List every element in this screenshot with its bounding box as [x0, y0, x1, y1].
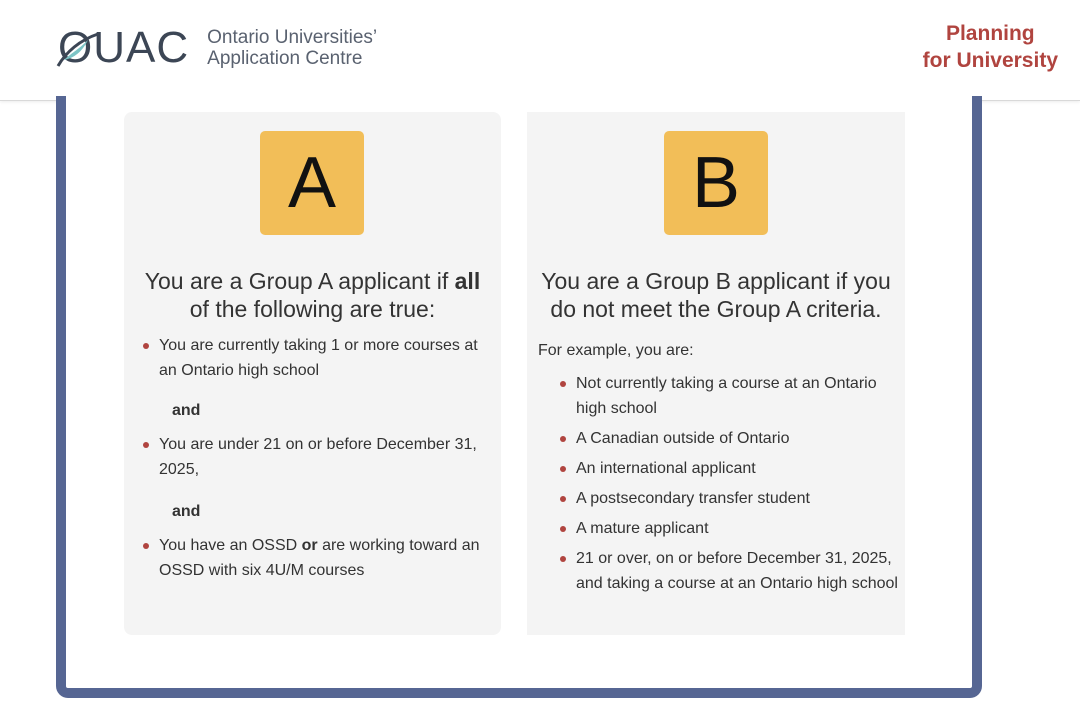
conjunction-and: and: [172, 503, 201, 520]
bullet-icon: [143, 343, 149, 349]
bullet-icon: [143, 543, 149, 549]
group-b-card: [527, 112, 905, 635]
group-b-badge: B: [664, 131, 768, 235]
list-item: A mature applicant: [576, 516, 898, 541]
group-a-criteria-list: [159, 333, 494, 383]
bullet-icon: [560, 496, 566, 502]
conjunction-and: and: [172, 402, 201, 419]
site-header: [0, 0, 1080, 101]
group-b-examples-list: [576, 371, 898, 596]
list-item: 21 or over, on or before December 31, 2025, and taking a course at an Ontario high school: [576, 546, 898, 596]
group-a-criteria-list-2: [159, 432, 494, 482]
bullet-icon: [560, 526, 566, 532]
list-item: You are currently taking 1 or more courses at an Ontario high school: [159, 333, 494, 383]
group-a-title-emphasis: all: [454, 268, 481, 294]
list-item: A Canadian outside of Ontario: [576, 426, 898, 451]
group-a-card: [124, 112, 501, 635]
nav-line-1: Planning: [945, 22, 1035, 45]
list-item: You have an OSSD or are working toward an OSSD with six 4U/M courses: [159, 533, 494, 583]
logo-wordmark: O UAC: [58, 24, 189, 72]
logo-line-1: Ontario Universities’: [207, 27, 378, 48]
group-a-title: You are a Group A applicant if all of the following are true:: [144, 268, 481, 322]
list-item: A postsecondary transfer student: [576, 486, 898, 511]
group-a-criteria-list-3: [159, 533, 494, 583]
list-item: You are under 21 on or before December 31, 2025,: [159, 432, 494, 482]
group-b-title: You are a Group B applicant if you do not meet the Group A criteria.: [541, 268, 891, 322]
bullet-icon: [560, 381, 566, 387]
bullet-icon: [560, 436, 566, 442]
list-item: Not currently taking a course at an Ontario high school: [576, 371, 898, 421]
ouac-logo[interactable]: [58, 24, 377, 72]
group-a-badge: A: [260, 131, 364, 235]
group-b-intro: For example, you are:: [538, 342, 694, 359]
logo-text: [207, 27, 377, 69]
bullet-icon: [560, 556, 566, 562]
logo-line-2: Application Centre: [207, 48, 363, 69]
bullet-icon: [560, 466, 566, 472]
bullet-icon: [143, 442, 149, 448]
nav-line-2: for University: [922, 49, 1058, 72]
list-item: An international applicant: [576, 456, 898, 481]
leaf-icon: [54, 30, 100, 70]
planning-for-university-link[interactable]: [923, 20, 1058, 74]
logo-o: O: [58, 24, 93, 72]
